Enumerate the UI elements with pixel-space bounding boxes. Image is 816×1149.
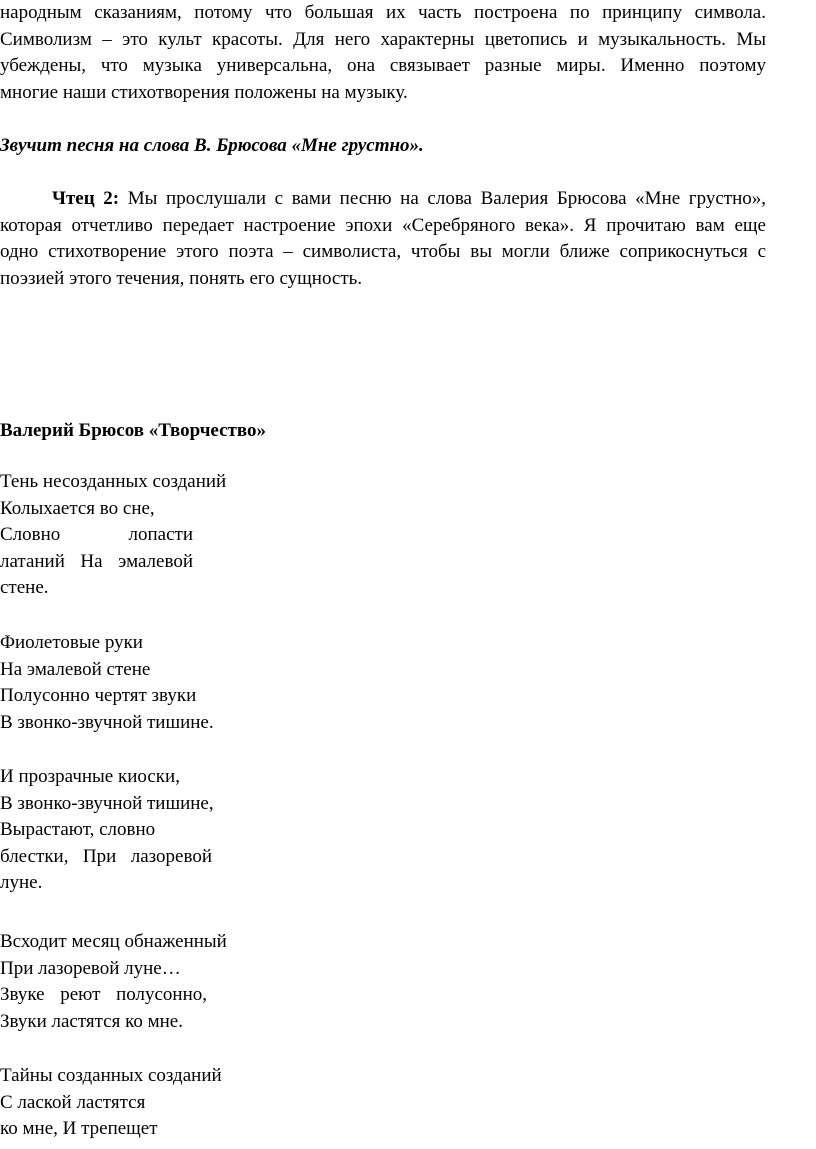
song-stage-direction: Звучит песня на слова В. Брюсова «Мне грустно». xyxy=(0,135,424,156)
poem-line: Звуки ластятся ко мне. xyxy=(0,1010,183,1032)
poem-line: луне. xyxy=(0,872,43,894)
text-line: которая отчетливо передает настроение эпохи «Серебряного века». Я прочитаю вам еще xyxy=(0,214,766,236)
poem-line: Звуке реют полусонно, xyxy=(0,984,207,1006)
poem-stanza-4 xyxy=(0,929,227,1035)
poem-line: На эмалевой стене xyxy=(0,658,151,680)
text-line: одно стихотворение этого поэта – символиста, чтобы вы могли ближе соприкоснуться с xyxy=(0,241,766,263)
intro-paragraph xyxy=(0,0,766,106)
poem-line: С лаской ластятся xyxy=(0,1091,146,1113)
poem-title: Валерий Брюсов «Творчество» xyxy=(0,420,266,441)
poem-line: Фиолетовые руки xyxy=(0,632,143,653)
poem-stanza-3 xyxy=(0,764,212,897)
poem-line: При лазоревой луне… xyxy=(0,957,181,979)
poem-line: ко мне, И трепещет xyxy=(0,1118,158,1140)
poem-line: Полусонно чертят звуки xyxy=(0,685,197,707)
poem-stanza-1 xyxy=(0,469,227,602)
poem-line: Тайны созданных созданий xyxy=(0,1065,222,1086)
poem-line: Вырастают, словно xyxy=(0,819,156,841)
text-line: многие наши стихотворения положены на музыку. xyxy=(0,81,408,103)
poem-line: В звонко-звучной тишине. xyxy=(0,711,214,733)
reader-text: Мы прослушали с вами песню на слова Валерия Брюсова «Мне грустно», xyxy=(119,188,767,209)
text-line: народным сказаниям, потому что большая их часть построена по принципу символа. xyxy=(0,2,766,23)
text-line: убеждены, что музыка универсальна, она связывает разные миры. Именно поэтому xyxy=(0,55,766,77)
reader-label: Чтец 2: xyxy=(52,188,120,209)
poem-line: Колыхается во сне, xyxy=(0,497,155,519)
text-line: поэзией этого течения, понять его сущность. xyxy=(0,267,363,289)
poem-line: Словно лопасти xyxy=(0,524,193,546)
poem-line: Всходит месяц обнаженный xyxy=(0,931,227,952)
poem-line: И прозрачные киоски, xyxy=(0,766,180,787)
reader-paragraph xyxy=(0,186,766,292)
poem-stanza-5 xyxy=(0,1063,260,1143)
poem-line: стене. xyxy=(0,577,49,599)
poem-line: В звонко-звучной тишине, xyxy=(0,792,214,814)
poem-line: блестки, При лазоревой xyxy=(0,845,212,867)
text-line: Символизм – это культ красоты. Для него характерны цветопись и музыкальность. Мы xyxy=(0,28,766,50)
text-line xyxy=(0,186,766,213)
poem-line: Тень несозданных созданий xyxy=(0,471,227,492)
poem-stanza-2 xyxy=(0,630,260,736)
poem-line: латаний На эмалевой xyxy=(0,550,193,572)
